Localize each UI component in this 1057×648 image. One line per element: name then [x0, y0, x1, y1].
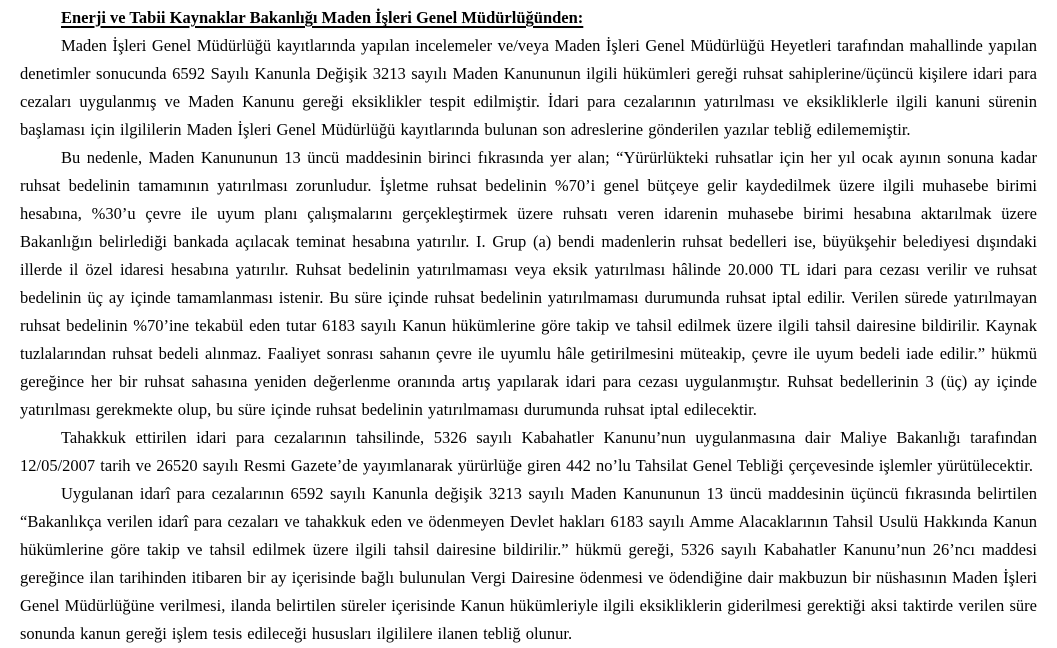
document-heading-text: Enerji ve Tabii Kaynaklar Bakanlığı Maden İşleri Genel Müdürlüğünden:: [61, 8, 584, 27]
paragraph-payment-notice: Uygulanan idarî para cezalarının 6592 sayılı Kanunla değişik 3213 sayılı Maden Kanununun 13 üncü maddesinin üçüncü fıkrasında belirtilen “Bakanlıkça verilen idarî para cezaları ve tahakkuk eden ve ödenmeyen Devlet hakları 6183 sayılı Amme Alacaklarının Tahsil Usulü Hakkında Kanun hükümlerine göre takip ve tahsil edilmek üzere ilgili tahsil dairesine bildirilir.” hükmü gereği, 5326 sayılı Kabahatler Kanunu’nun 26’ncı maddesi gereğince ilan tarihinden itibaren bir ay içerisinde bağlı bulunulan Vergi Dairesine ödenmesi ve ödendiğine dair makbuzun bir nüshasının Maden İşleri Genel Müdürlüğüne verilmesi, ilanda belirtilen süreler içerisinde Kanun hükümleriyle ilgili eksikliklerin giderilmesi gerektiği aksi taktirde verilen süre sonunda kanun gereği işlem tesis edileceği hususları ilgililere ilanen tebliğ olunur.: [20, 484, 1037, 643]
paragraph-law-article-13: Bu nedenle, Maden Kanununun 13 üncü maddesinin birinci fıkrasında yer alan; “Yürürlükteki ruhsatlar için her yıl ocak ayının sonuna kadar ruhsat bedelinin tamamının yatırılması zorunludur. İşletme ruhsat bedelinin %70’i genel bütçeye gelir kaydedilmek üzere ilgili muhasebe birimi hesabına, %30’u çevre ile uyum planı çalışmalarını gerçekleştirmek üzere ruhsatı veren idarenin muhasebe birimi hesabına aktarılmak üzere Bakanlığın belirlediği bankada açılacak teminat hesabına yatırılır. I. Grup (a) bendi madenlerin ruhsat bedelleri ise, büyükşehir belediyesi dışındaki illerde il özel idaresi hesabına yatırılır. Ruhsat bedelinin yatırılmaması veya eksik yatırılması hâlinde 20.000 TL idari para cezası verilir ve ruhsat bedelinin üç ay içinde tamamlanması istenir. Bu süre içinde ruhsat bedelinin yatırılmaması durumunda ruhsat iptal edilir. Verilen sürede yatırılmayan ruhsat bedelinin %70’ine tekabül eden tutar 6183 sayılı Kanun hükümlerine göre takip ve tahsil edilmek üzere ilgili tahsil dairesine bildirilir. Kaynak tuzlalarından ruhsat bedeli alınmaz. Faaliyet sonrası sahanın çevre ile uyumlu hâle getirilmesini müteakip, çevre ile uyum bedeli iade edilir.” hükmü gereğince her bir ruhsat sahasına yeniden değerlenme oranında artış yapılarak idari para cezası uygulanmıştır. Ruhsat bedellerinin 3 (üç) ay içinde yatırılması gerekmekte olup, bu süre içinde ruhsat bedelinin yatırılmaması durumunda ruhsat iptal edilecektir.: [20, 148, 1037, 419]
paragraph-collection-procedure: Tahakkuk ettirilen idari para cezalarının tahsilinde, 5326 sayılı Kabahatler Kanunu’nun uygulanmasına dair Maliye Bakanlığı tarafından 12/05/2007 tarih ve 26520 sayılı Resmi Gazete’de yayımlanarak yürürlüğe giren 442 no’lu Tahsilat Genel Tebliği çerçevesinde işlemler yürütülecektir.: [20, 428, 1037, 475]
paragraph-intro: Maden İşleri Genel Müdürlüğü kayıtlarında yapılan incelemeler ve/veya Maden İşleri Genel Müdürlüğü Heyetleri tarafından mahallinde yapılan denetimler sonucunda 6592 Sayılı Kanunla Değişik 3213 sayılı Maden Kanununun ilgili hükümleri gereği ruhsat sahiplerine/üçüncü kişilere idari para cezaları uygulanmış ve Maden Kanunu gereği eksiklikler tespit edilmiştir. İdari para cezalarının yatırılması ve eksikliklerle ilgili kanuni sürenin başlaması için ilgililerin Maden İşleri Genel Müdürlüğü kayıtlarında bulunan son adreslerine gönderilen yazılar tebliğ edilememiştir.: [20, 36, 1037, 139]
document-heading: [20, 4, 1037, 32]
